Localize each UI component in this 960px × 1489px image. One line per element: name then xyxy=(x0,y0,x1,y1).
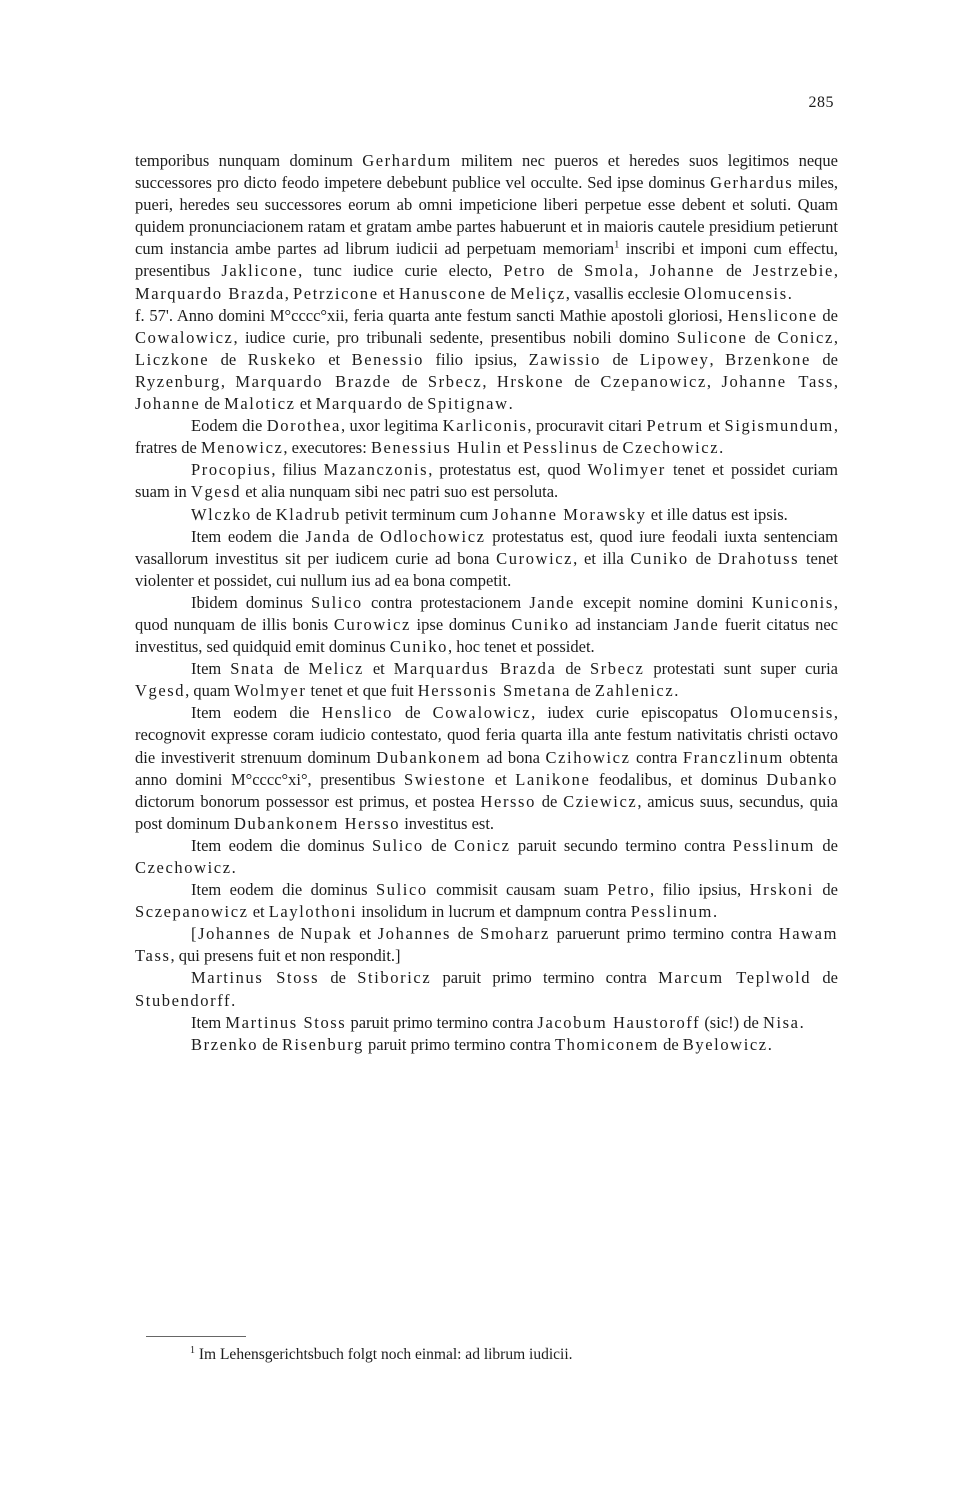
footnote-marker: 1 xyxy=(190,1344,195,1356)
text-run: contra protestacionem xyxy=(362,592,530,612)
text-run: et xyxy=(248,902,269,922)
name-spaced: Sigismundum xyxy=(724,416,834,436)
name-spaced: Hersso xyxy=(480,791,536,811)
text-run: , recognovit expresse coram iudicio contestato, quod feria quarta illa ante festum nativitatis christi octavo die investiverit strenuum dominum xyxy=(135,703,838,767)
text-run: de xyxy=(200,394,225,414)
name-spaced: Pesslinum xyxy=(630,902,713,922)
text-run: petivit terminum cum xyxy=(341,504,493,524)
name-spaced: Johanne Tass xyxy=(721,371,834,391)
text-run: . xyxy=(767,1034,772,1054)
name-spaced: Pesslinus xyxy=(522,438,599,458)
name-spaced: Johanne xyxy=(135,394,201,414)
text-run: dictorum bonorum possessor est primus, et postea xyxy=(135,791,481,811)
name-spaced: Sulico xyxy=(310,592,363,612)
name-spaced: Maloticz xyxy=(224,394,296,414)
text-run: , xyxy=(709,349,726,369)
text-run: de xyxy=(815,835,839,855)
text-run: , amicus suus, secundus, quia post dominum xyxy=(135,791,838,833)
name-spaced: Marcum Teplwold xyxy=(658,968,812,988)
name-spaced: Jande xyxy=(529,592,575,612)
name-spaced: Curowicz xyxy=(333,614,411,634)
text-run: de xyxy=(209,349,248,369)
text-run: de xyxy=(564,371,601,391)
name-spaced: Dorothea xyxy=(266,416,341,436)
paragraph xyxy=(135,504,838,526)
text-run: et alia nunquam sibi nec patri suo est persoluta. xyxy=(241,482,559,502)
text-run: de xyxy=(351,526,380,546)
name-spaced: Cziewicz xyxy=(563,791,638,811)
name-spaced: Hanuscone xyxy=(398,283,487,303)
name-spaced: Henslico xyxy=(321,703,393,723)
name-spaced: Herssonis Smetana xyxy=(417,681,571,701)
name-spaced: Swiestone xyxy=(403,769,487,789)
name-spaced: Cowalowicz xyxy=(135,327,234,347)
text-run: ad bona xyxy=(481,747,546,767)
name-spaced: Czihowicz xyxy=(545,747,631,767)
text-run: de xyxy=(486,283,511,303)
name-spaced: Petro xyxy=(607,880,651,900)
name-spaced: Cuniko xyxy=(389,637,449,657)
text-run: et xyxy=(316,349,352,369)
name-spaced: Hrskoni xyxy=(749,880,814,900)
name-spaced: Henslicone xyxy=(727,305,818,325)
name-spaced: Conicz xyxy=(777,327,834,347)
name-spaced: Lipowey xyxy=(639,349,710,369)
text-run: fuerit citatus nec investitus, sed quidquid emit dominus xyxy=(135,614,839,657)
text-run: de xyxy=(813,880,838,900)
text-run: tenet et que fuit xyxy=(306,681,418,701)
text-run: tenet violenter et possidet, cui nullum ius ad ea bona competit. xyxy=(135,548,839,590)
text-run: Item eodem die xyxy=(191,703,322,723)
text-run: Anno domini M°cccc°xii, feria quarta ante festum sancti Mathie apostoli gloriosi, xyxy=(173,305,728,325)
text-run: de xyxy=(274,659,309,679)
name-spaced: Kladrub xyxy=(275,504,342,524)
name-spaced: Karliconis xyxy=(442,416,528,436)
text-run: de xyxy=(556,659,590,679)
text-run: , xyxy=(634,261,650,281)
text-run: et ille datus est ipsis. xyxy=(646,504,788,524)
text-run: obtenta anno domini M°cccc°xi°, presentibus xyxy=(135,747,838,789)
text-run: de xyxy=(535,791,564,811)
text-run: , xyxy=(482,371,497,391)
name-spaced: Wlczko xyxy=(191,504,252,524)
name-spaced: Risenburg xyxy=(281,1034,364,1054)
text-run: feodalibus, et dominus xyxy=(590,769,767,789)
text-run: , filio ipsius, xyxy=(650,880,750,900)
name-spaced: Marquardus Brazda xyxy=(393,659,557,679)
text-run: excepit nomine domini xyxy=(574,592,752,612)
text-run: militem nec pueros et heredes suos legitimos neque successores pro dicto feodo impetere debebunt publice vel occulte. Sed ipse dominus xyxy=(135,151,838,193)
paragraph xyxy=(135,592,838,658)
name-spaced: Gerhardus xyxy=(710,173,794,193)
name-spaced: Wolmyer xyxy=(234,681,307,701)
text-run: paruit primo termino contra xyxy=(431,968,659,988)
name-spaced: Dubankonem Hersso xyxy=(234,813,401,833)
footnote-divider xyxy=(146,1336,246,1337)
name-spaced: Petrzicone xyxy=(293,283,379,303)
name-spaced: Drahotuss xyxy=(717,548,800,568)
name-spaced: Petro xyxy=(503,261,547,281)
name-spaced: Marquardo Brazda xyxy=(135,283,285,303)
paragraph xyxy=(135,305,838,415)
text-run: , quam xyxy=(185,681,235,701)
name-spaced: Cuniko xyxy=(511,614,570,634)
name-spaced: Vgesd xyxy=(190,482,242,502)
text-run: de xyxy=(391,371,428,391)
text-run: , xyxy=(833,371,839,391)
text-run: . xyxy=(674,681,679,701)
text-run: , fratres de xyxy=(135,416,838,458)
name-spaced: Johannes xyxy=(377,924,452,944)
name-spaced: Gerhardum xyxy=(362,151,452,170)
paragraph xyxy=(135,1012,838,1034)
text-run: de xyxy=(571,681,595,701)
name-spaced: Stubendorff xyxy=(135,990,232,1010)
paragraph xyxy=(135,1034,838,1056)
text-run: et xyxy=(352,924,378,944)
name-spaced: Franczlinum xyxy=(682,747,784,767)
text-run: , filius xyxy=(271,460,324,480)
name-spaced: Srbecz xyxy=(589,659,645,679)
text-run: de xyxy=(598,438,623,458)
paragraph xyxy=(135,459,838,503)
text-run: de xyxy=(258,1034,282,1054)
text-run: , quod nunquam de illis bonis xyxy=(135,592,839,634)
name-spaced: Czechowicz xyxy=(622,438,720,458)
text-run: temporibus nunquam dominum xyxy=(135,151,363,170)
text-run: de xyxy=(658,1034,683,1054)
name-spaced: Laylothoni xyxy=(268,902,358,922)
name-spaced: Benessius Hulin xyxy=(370,438,503,458)
text-run: , xyxy=(833,327,838,347)
name-spaced: Dubankonem xyxy=(376,747,482,767)
paragraph xyxy=(135,658,838,702)
text-run: paruerunt primo termino contra xyxy=(549,924,779,944)
text-run: miles, pueri, heredes seu successores eorum ab omni impeticione liberi perpetue esse debent et soluti. Quam quidem pronunciacionem ratam et gratam ambe partes habuerunt et in maioris cautele presidium petierunt cum instancia ambe partes ad librum iudicii ad perpetuam memoriam xyxy=(135,173,838,259)
text-run: , et illa xyxy=(573,548,631,568)
text-run: Item xyxy=(191,1012,226,1032)
text-run: de xyxy=(319,968,358,988)
text-run: et xyxy=(703,416,725,436)
text-run: de xyxy=(403,394,428,414)
text-run: paruit primo termino contra xyxy=(346,1012,538,1032)
name-spaced: Snata xyxy=(230,659,275,679)
text-run: protestati sunt super curia xyxy=(644,659,838,679)
text-run: de xyxy=(810,349,839,369)
name-spaced: Curowicz xyxy=(496,548,574,568)
text-run: tenet et possidet curiam suam in xyxy=(135,460,838,502)
text-run: de xyxy=(817,305,839,325)
paragraph xyxy=(135,415,838,459)
paragraph xyxy=(135,835,838,879)
name-spaced: Menowicz xyxy=(200,438,284,458)
footnote-reference: 1 xyxy=(614,239,620,251)
text-run: , iudex curie episcopatus xyxy=(531,703,731,723)
name-spaced: Odlochowicz xyxy=(379,526,486,546)
paragraph xyxy=(135,879,838,923)
page-number: 285 xyxy=(808,94,834,111)
name-spaced: Smola xyxy=(584,261,635,281)
text-run: investitus est. xyxy=(400,813,495,833)
name-spaced: Mazanczonis xyxy=(323,460,429,480)
name-spaced: Marquardo Brazde xyxy=(235,371,392,391)
text-run: protestatus est, quod iure feodali iuxta sentenciam vasallorum investitus sit per iudicem curie ad bona xyxy=(135,526,838,568)
text-run: , xyxy=(220,371,236,391)
name-spaced: Martinus Stoss xyxy=(225,1012,347,1032)
text-run: paruit secundo termino contra xyxy=(510,835,733,855)
name-spaced: Marquardo xyxy=(315,394,404,414)
text-run: . xyxy=(713,902,718,922)
folio-reference: f. 57'. xyxy=(135,305,173,325)
name-spaced: Sczepanowicz xyxy=(135,902,249,922)
paragraph xyxy=(135,923,838,967)
name-spaced: Brzenko xyxy=(191,1034,259,1054)
text-run: insolidum in lucrum et dampnum contra xyxy=(357,902,631,922)
text-run: (sic!) de xyxy=(700,1012,763,1032)
name-spaced: Procopius xyxy=(191,460,272,480)
text-run: ipse dominus xyxy=(410,614,512,634)
text-run: inscribi et imponi cum effectu, presentibus xyxy=(135,239,838,281)
text-run: contra xyxy=(630,747,683,767)
text-run: et xyxy=(378,283,399,303)
name-spaced: Johanne xyxy=(649,261,715,281)
name-spaced: Srbecz xyxy=(427,371,483,391)
name-spaced: Conicz xyxy=(454,835,511,855)
name-spaced: Kuniconis xyxy=(751,592,834,612)
text-run: de xyxy=(423,835,455,855)
text-run: paruit primo termino contra xyxy=(363,1034,555,1054)
name-spaced: Cuniko xyxy=(630,548,689,568)
text-run: de xyxy=(688,548,718,568)
text-run: de xyxy=(747,327,778,347)
text-run: et xyxy=(486,769,516,789)
text-run: et xyxy=(363,659,394,679)
text-run: . xyxy=(231,858,236,877)
text-run: et xyxy=(295,394,316,414)
text-run: , hoc tenet et possidet. xyxy=(448,637,595,657)
name-spaced: Ryzenburg xyxy=(135,371,221,391)
text-run: Item eodem die xyxy=(191,526,306,546)
footnote-text: Im Lehensgerichtsbuch folgt noch einmal: ad librum iudicii. xyxy=(195,1346,573,1363)
text-run: de xyxy=(601,349,640,369)
text-run: , uxor legitima xyxy=(340,416,443,436)
name-spaced: Czepanowicz xyxy=(600,371,707,391)
name-spaced: Jande xyxy=(673,614,720,634)
name-spaced: Olomucensis xyxy=(684,283,788,303)
text-run: ad instanciam xyxy=(569,614,674,634)
body-text xyxy=(135,150,838,1056)
name-spaced: Nupak xyxy=(300,924,353,944)
text-run: de xyxy=(271,924,301,944)
name-spaced: Petrum xyxy=(646,416,704,436)
name-spaced: Cowalowicz xyxy=(432,703,532,723)
text-run: Item eodem die dominus xyxy=(191,880,376,900)
paragraph xyxy=(135,150,838,305)
text-run: . xyxy=(231,990,236,1010)
name-spaced: Zawissio xyxy=(528,349,602,369)
text-run: , executores: xyxy=(283,438,371,458)
paragraph xyxy=(135,702,838,835)
text-run: commisit causam suam xyxy=(427,880,608,900)
text-run: . xyxy=(787,283,792,303)
text-run: . xyxy=(799,1012,804,1032)
name-spaced: Hawam Tass xyxy=(135,924,839,966)
name-spaced: Lanikone xyxy=(515,769,591,789)
text-run: Ibidem dominus xyxy=(191,592,311,612)
name-spaced: [Johannes xyxy=(191,924,272,944)
name-spaced: Czechowicz xyxy=(135,858,232,877)
name-spaced: Janda xyxy=(305,526,352,546)
name-spaced: Jestrzebie xyxy=(752,261,834,281)
text-run: , procuravit citari xyxy=(527,416,647,436)
footnote xyxy=(190,1345,830,1365)
text-run: filio ipsius, xyxy=(424,349,529,369)
text-run: , tunc iudice curie electo, xyxy=(298,261,504,281)
text-run: et xyxy=(502,438,523,458)
name-spaced: Olomucensis xyxy=(730,703,834,723)
name-spaced: Zahlenicz xyxy=(594,681,675,701)
name-spaced: Vgesd xyxy=(135,681,186,701)
name-spaced: Liczkone xyxy=(135,349,210,369)
name-spaced: Spitignaw xyxy=(427,394,509,414)
text-run: . xyxy=(508,394,513,414)
text-run: de xyxy=(251,504,276,524)
text-run: de xyxy=(546,261,585,281)
name-spaced: Wolimyer xyxy=(587,460,666,480)
name-spaced: Jacobum Haustoroff xyxy=(537,1012,701,1032)
name-spaced: Martinus Stoss xyxy=(191,968,320,988)
name-spaced: Ruskeko xyxy=(247,349,317,369)
text-run: de xyxy=(392,703,433,723)
text-run: , iudice curie, pro tribunali sedente, presentibus nobili domino xyxy=(233,327,677,347)
paragraph xyxy=(135,967,838,1011)
name-spaced: Benessio xyxy=(351,349,424,369)
name-spaced: Smoharz xyxy=(480,924,550,944)
name-spaced: Nisa xyxy=(762,1012,800,1032)
text-run: de xyxy=(714,261,753,281)
text-run: , xyxy=(706,371,722,391)
name-spaced: Stiboricz xyxy=(357,968,432,988)
name-spaced: Brzenkone xyxy=(725,349,811,369)
name-spaced: Hrskone xyxy=(496,371,564,391)
name-spaced: Meliçz xyxy=(510,283,566,303)
paragraph xyxy=(135,526,838,592)
text-run: Item eodem die dominus xyxy=(191,835,372,855)
text-run: de xyxy=(811,968,839,988)
text-run: , protestatus est, quod xyxy=(428,460,588,480)
text-run: Item xyxy=(191,659,231,679)
name-spaced: Pesslinum xyxy=(732,835,815,855)
name-spaced: Sulicone xyxy=(676,327,748,347)
name-spaced: Sulico xyxy=(375,880,428,900)
name-spaced: Jaklicone xyxy=(221,261,299,281)
text-run: , vasallis ecclesie xyxy=(565,283,684,303)
text-run: . xyxy=(719,438,724,458)
text-run: , qui presens fuit et non respondit.] xyxy=(170,946,401,966)
text-run: de xyxy=(451,924,481,944)
text-run: , xyxy=(833,261,839,281)
name-spaced: Melicz xyxy=(308,659,364,679)
name-spaced: Johanne Morawsky xyxy=(492,504,647,524)
text-run: , xyxy=(284,283,294,303)
name-spaced: Byelowicz xyxy=(682,1034,768,1054)
name-spaced: Sulico xyxy=(371,835,424,855)
text-run: Eodem die xyxy=(191,416,267,436)
name-spaced: Dubanko xyxy=(766,769,838,789)
name-spaced: Thomiconem xyxy=(554,1034,659,1054)
